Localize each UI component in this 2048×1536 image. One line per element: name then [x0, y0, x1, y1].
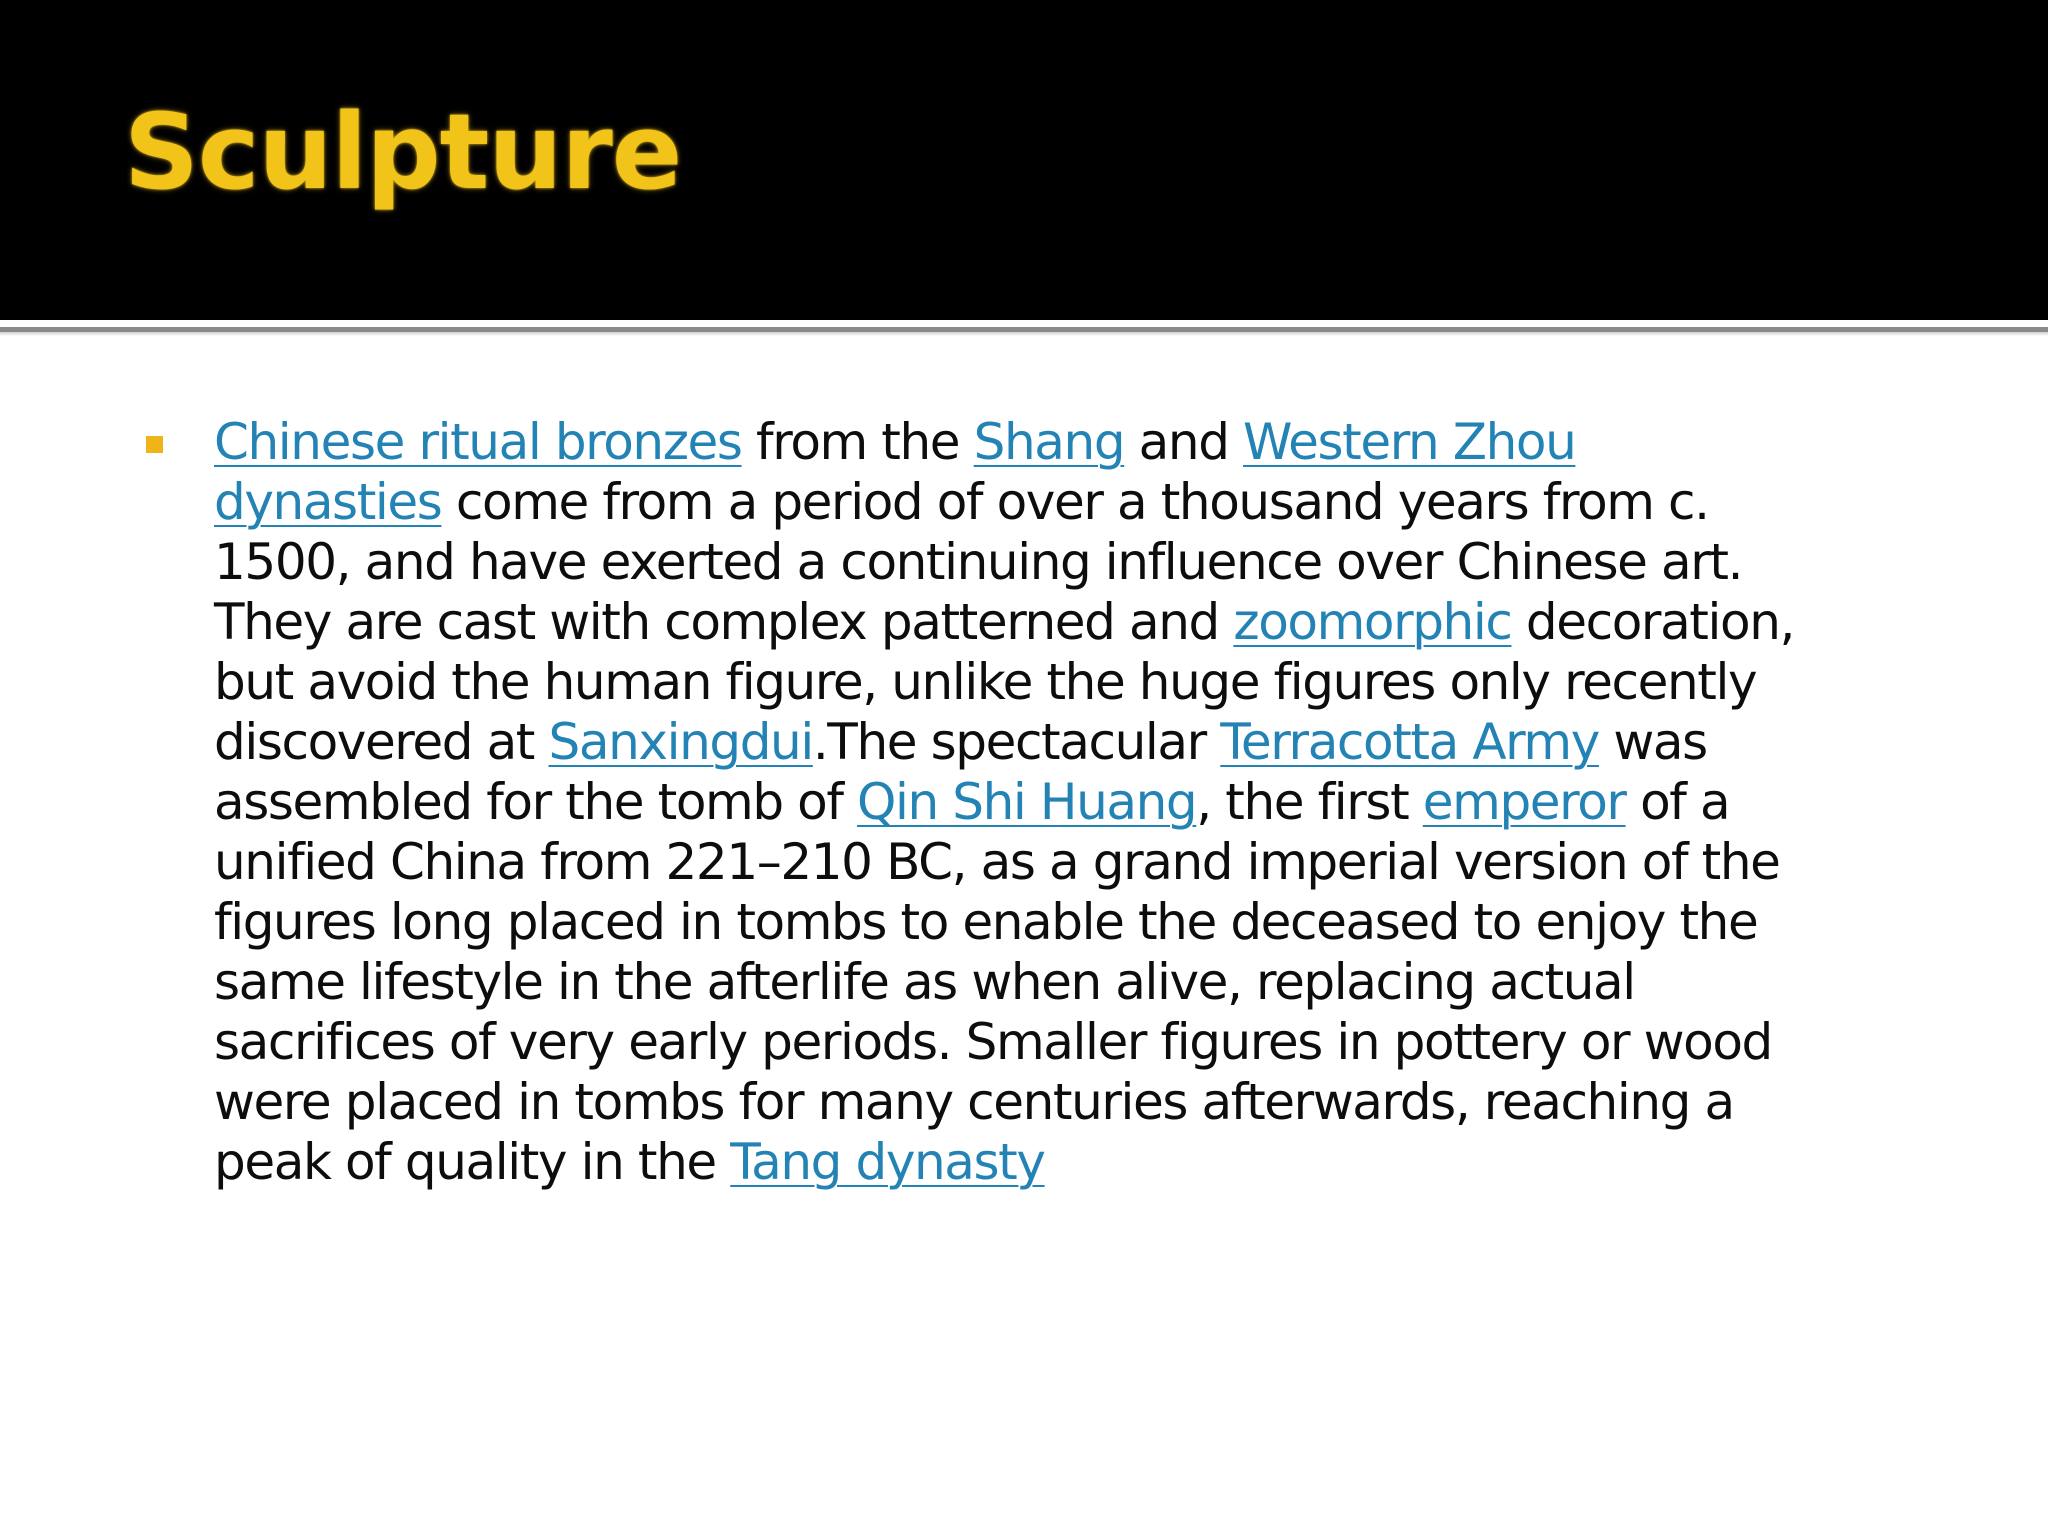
body-text-run: same lifestyle in the afterlife as when alive, replacing actual [214, 953, 1635, 1011]
paragraph-line [214, 592, 1934, 652]
body-text-run: from the [741, 413, 974, 471]
paragraph-line [214, 712, 1934, 772]
hyperlink[interactable]: Qin Shi Huang [857, 773, 1197, 831]
body-text-run: 1500, and have exerted a continuing influence over Chinese art. [214, 533, 1743, 591]
paragraph-line [214, 892, 1934, 952]
body-text-run: sacrifices of very early periods. Smaller figures in pottery or wood [214, 1013, 1772, 1071]
hyperlink[interactable]: Western Zhou [1243, 413, 1576, 471]
slide-title: Sculpture [124, 91, 682, 213]
bullet-paragraph [214, 412, 1934, 1192]
body-text-run: .The spectacular [812, 713, 1221, 771]
paragraph-line [214, 1012, 1934, 1072]
hyperlink[interactable]: Sanxingdui [548, 713, 813, 771]
body-text-run: was [1598, 713, 1707, 771]
title-bar [0, 0, 2048, 320]
hyperlink[interactable]: dynasties [214, 473, 442, 531]
body-text-run: , the first [1196, 773, 1423, 831]
hyperlink[interactable]: Chinese ritual bronzes [214, 413, 742, 471]
paragraph-line [214, 472, 1934, 532]
body-text-run: unified China from 221–210 BC, as a grand imperial version of the [214, 833, 1780, 891]
paragraph-line [214, 652, 1934, 712]
paragraph-line [214, 532, 1934, 592]
body-text-run: but avoid the human figure, unlike the huge figures only recently [214, 653, 1757, 711]
hyperlink[interactable]: Tang dynasty [730, 1133, 1045, 1191]
body-text-run: assembled for the tomb of [214, 773, 858, 831]
paragraph-line [214, 1072, 1934, 1132]
body-text-run: and [1124, 413, 1244, 471]
body-text-run: decoration, [1511, 593, 1794, 651]
paragraph-line [214, 1132, 1934, 1192]
body-text-run: of a [1625, 773, 1730, 831]
hyperlink[interactable]: emperor [1422, 773, 1626, 831]
body-text-run: were placed in tombs for many centuries afterwards, reaching a [214, 1073, 1734, 1131]
body-text-run: come from a period of over a thousand years from c. [441, 473, 1709, 531]
title-divider-shadow [0, 332, 2048, 336]
body-text-run: figures long placed in tombs to enable the deceased to enjoy the [214, 893, 1758, 951]
hyperlink[interactable]: Shang [973, 413, 1125, 471]
hyperlink[interactable]: zoomorphic [1233, 593, 1512, 651]
body-text-run: They are cast with complex patterned and [214, 593, 1234, 651]
paragraph-line [214, 952, 1934, 1012]
paragraph-line [214, 832, 1934, 892]
body-text-run: peak of quality in the [214, 1133, 731, 1191]
square-bullet-icon [146, 436, 163, 453]
paragraph-line [214, 772, 1934, 832]
paragraph-line [214, 412, 1934, 472]
body-text-run: discovered at [214, 713, 549, 771]
hyperlink[interactable]: Terracotta Army [1220, 713, 1599, 771]
title-divider-light [0, 320, 2048, 327]
